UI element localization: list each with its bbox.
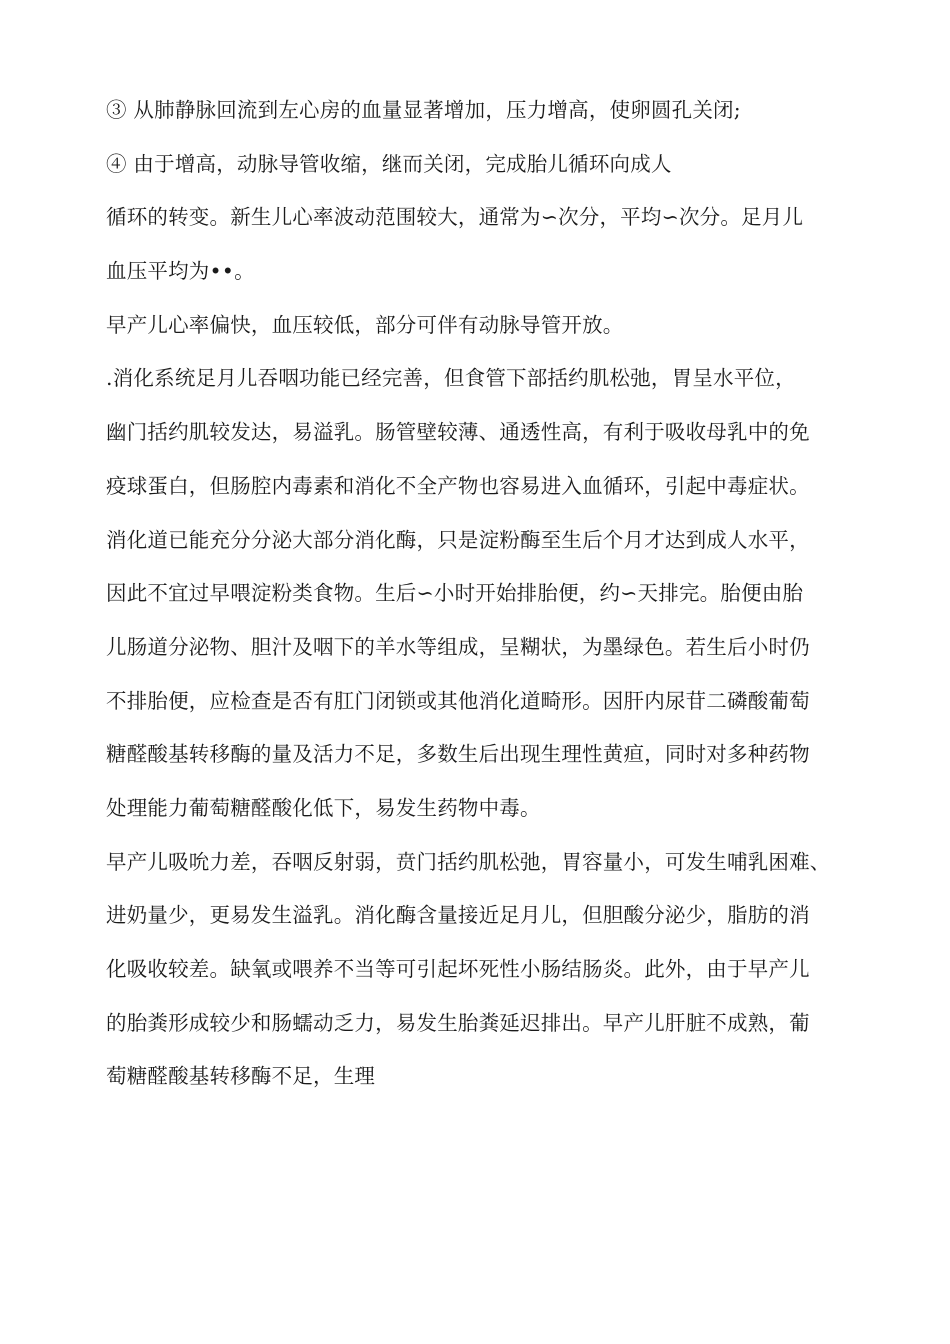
text-line: 糖醛酸基转移酶的量及活力不足，多数生后出现生理性黄疸，同时对多种药物 — [106, 742, 810, 767]
text-line: 儿肠道分泌物、胆汁及咽下的羊水等组成，呈糊状，为墨绿色。若生后小时仍 — [106, 634, 810, 659]
text-line: ③ 从肺静脉回流到左心房的血量显著增加，压力增高，使卵圆孔关闭; — [106, 98, 741, 122]
text-line: 因此不宜过早喂淀粉类食物。生后∽小时开始排胎便，约∽天排完。胎便由胎 — [106, 581, 804, 606]
text-line: 疫球蛋白，但肠腔内毒素和消化不全产物也容易进入血循环，引起中毒症状。 — [106, 473, 810, 498]
text-line: 早产儿吸吮力差，吞咽反射弱，贲门括约肌松弛，胃容量小，可发生哺乳困难、 — [106, 849, 831, 874]
text-line: 幽门括约肌较发达，易溢乳。肠管壁较薄、通透性高，有利于吸收母乳中的免 — [106, 420, 810, 445]
text-line: .消化系统足月儿吞咽功能已经完善，但食管下部括约肌松弛，胃呈水平位， — [106, 366, 796, 391]
text-line: 早产儿心率偏快，血压较低，部分可伴有动脉导管开放。 — [106, 312, 624, 337]
text-line: 化吸收较差。缺氧或喂养不当等可引起坏死性小肠结肠炎。此外，由于早产儿 — [106, 957, 810, 981]
text-line: 萄糖醛酸基转移酶不足，生理 — [106, 1064, 376, 1089]
text-line: ④ 由于增高，动脉导管收缩，继而关闭，完成胎儿循环向成人 — [106, 151, 672, 176]
text-line: 处理能力葡萄糖醛酸化低下，易发生药物中毒。 — [106, 795, 541, 820]
text-line: 不排胎便，应检查是否有肛门闭锁或其他消化道畸形。因肝内尿苷二磷酸葡萄 — [106, 688, 810, 713]
text-line: 的胎粪形成较少和肠蠕动乏力，易发生胎粪延迟排出。早产儿肝脏不成熟，葡 — [106, 1010, 810, 1035]
text-line: 进奶量少，更易发生溢乳。消化酶含量接近足月儿，但胆酸分泌少，脂肪的消 — [106, 903, 810, 928]
text-line: 血压平均为••。 — [106, 259, 255, 284]
text-line: 消化道已能充分分泌大部分消化酶，只是淀粉酶至生后个月才达到成人水平， — [106, 527, 810, 552]
text-line: 循环的转变。新生儿心率波动范围较大，通常为∽次分，平均∽次分。足月儿 — [106, 205, 804, 230]
body-text — [106, 90, 906, 1110]
